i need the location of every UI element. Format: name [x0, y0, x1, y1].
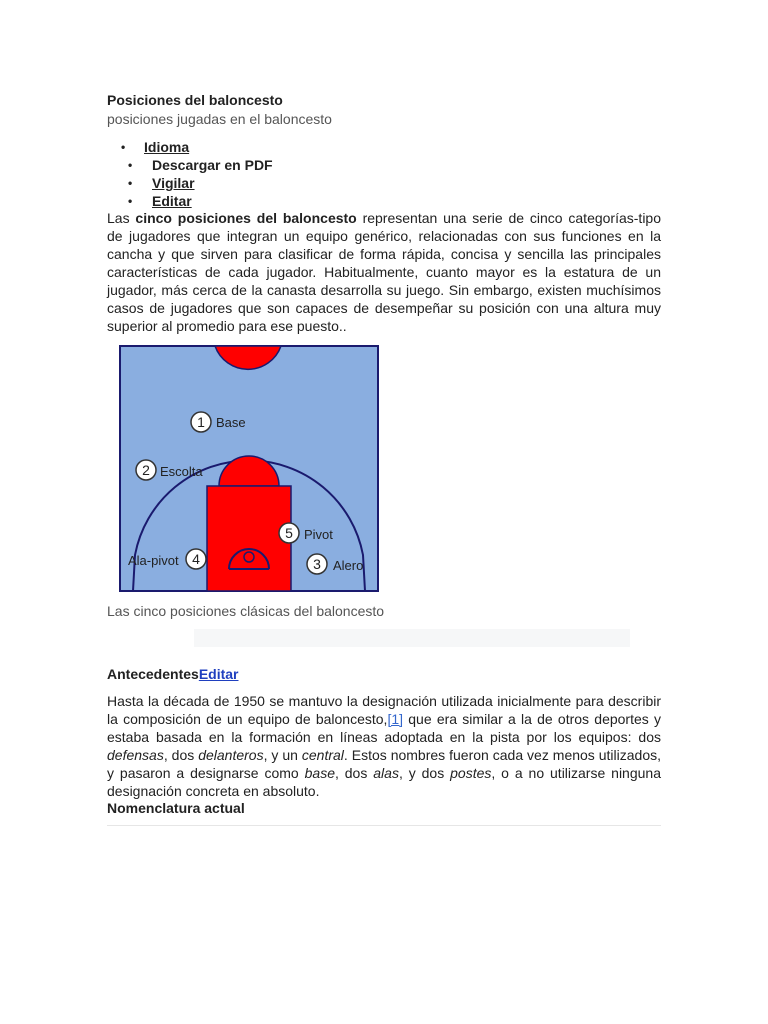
position-label-ala-pivot: Ala-pivot	[128, 553, 179, 568]
position-number-4: 4	[192, 551, 200, 567]
divider-bar	[194, 629, 630, 647]
menu-item-download-pdf-label[interactable]: Descargar en PDF	[152, 157, 273, 173]
intro-paragraph: Las cinco posiciones del baloncesto representan una serie de cinco categorías-tipo de jugadores que integran un equipo genérico, relacionadas con sus funciones en la cancha y que sirven para clasificar de forma rápida, concisa y sencilla las principales características de cada jugador. Habitualmente, cuanto mayor es la estatura de un jugador, más cerca de la canasta desarrolla su juego. Sin embargo, existen muchísimos casos de jugadores que son capaces de desempeñar su posición con una altura muy superior al promedio para ese puesto..	[107, 210, 661, 334]
paint-area	[207, 486, 291, 591]
page-subtitle: posiciones jugadas en el baloncesto	[107, 111, 332, 127]
position-number-3: 3	[313, 556, 321, 572]
intro-bold-term: cinco posiciones del baloncesto	[135, 210, 357, 226]
reference-link-1[interactable]: [1]	[387, 711, 404, 727]
position-label-pivot: Pivot	[304, 527, 333, 542]
section-heading-antecedentes	[107, 666, 239, 682]
position-marker-1	[191, 412, 246, 432]
figure-caption: Las cinco posiciones clásicas del baloncesto	[107, 603, 385, 619]
antecedentes-paragraph: Hasta la década de 1950 se mantuvo la designación utilizada inicialmente para describir la composición de un equipo de baloncesto,[1] que era similar a la de otros deportes y estaba basada en la formación en líneas adoptada en la pista por los equipos: dos defensas, dos delanteros, y un central. Estos nombres fueron cada vez menos utilizados, y pasaron a designarse como base, dos alas, y dos postes, o a no utilizarse ninguna designación concreta en absoluto.	[107, 693, 661, 799]
section-heading-text: Antecedentes	[107, 666, 199, 682]
position-number-5: 5	[285, 525, 293, 541]
menu-item-language-label[interactable]: Idioma	[144, 139, 190, 155]
position-number-1: 1	[197, 414, 205, 430]
page-title: Posiciones del baloncesto	[107, 92, 283, 108]
section-divider	[107, 825, 661, 826]
menu-item-watch-label[interactable]: Vigilar	[152, 175, 195, 191]
section-edit-link[interactable]: Editar	[198, 666, 239, 682]
position-number-2: 2	[142, 462, 150, 478]
basketball-court-figure	[119, 345, 379, 592]
position-label-escolta: Escolta	[160, 464, 203, 479]
menu-item-edit-label[interactable]: Editar	[152, 193, 192, 209]
section-heading-nomenclatura: Nomenclatura actual	[107, 800, 245, 816]
position-label-base: Base	[216, 415, 246, 430]
position-label-alero: Alero	[333, 558, 364, 573]
